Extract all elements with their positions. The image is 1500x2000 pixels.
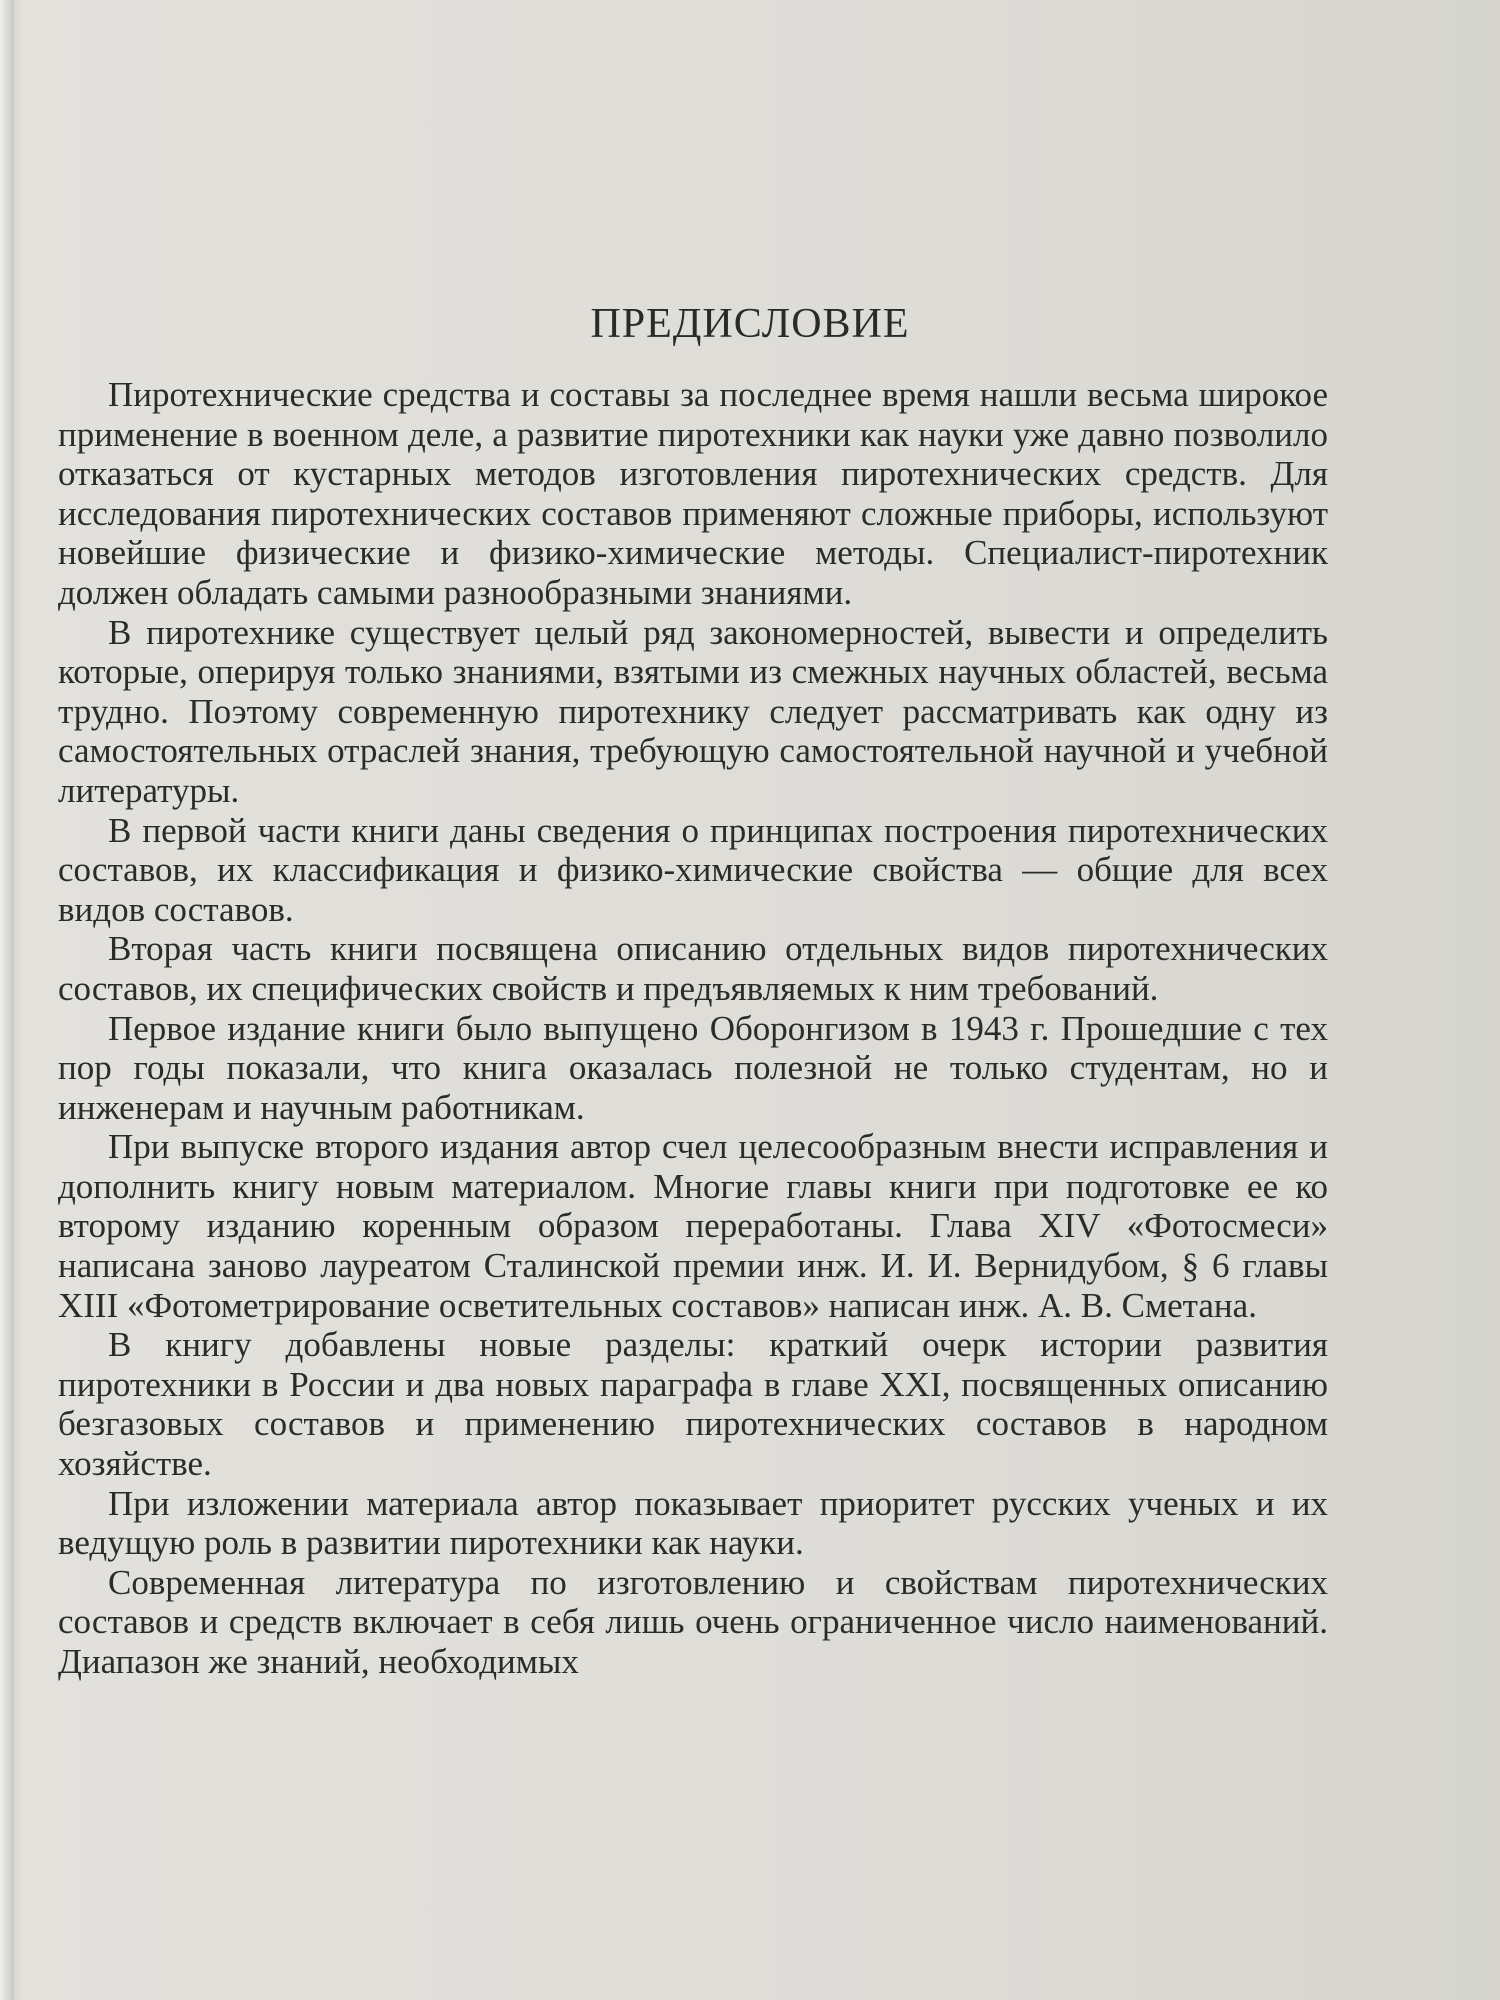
paragraph-2: В пиротехнике существует целый ряд закономерностей, вывести и определить которые, оперируя только знаниями, взятыми из смежных научных областей, весьма трудно. Поэтому современную пиротехнику следует рассматривать как одну из самостоятельных отраслей знания, требующую самостоятельной научной и учебной литературы. — [58, 612, 1328, 810]
paragraph-9: Современная литература по изготовлению и свойствам пиротехнических составов и средств включает в себя лишь очень ограниченное число наименований. Диапазон же знаний, необходимых — [58, 1562, 1328, 1681]
page-title: ПРЕДИСЛОВИЕ — [590, 301, 910, 347]
paragraph-3: В первой части книги даны сведения о принципах построения пиротехнических составов, их классификация и физико-химические свойства — общие для всех видов составов. — [58, 810, 1328, 929]
paragraph-4: Вторая часть книги посвящена описанию отдельных видов пиротехнических составов, их специфических свойств и предъявляемых к ним требований. — [58, 929, 1328, 1008]
paragraph-6: При выпуске второго издания автор счел целесообразным внести исправления и дополнить книгу новым материалом. Многие главы книги при подготовке ее ко второму изданию коренным образом переработаны. Глава XIV «Фотосмеси» написана заново лауреатом Сталинской премии инж. И. И. Вернидубом, § 6 главы XIII «Фотометрирование осветительных составов» написан инж. А. В. Сметана. — [58, 1127, 1328, 1325]
paragraph-1: Пиротехнические средства и составы за последнее время нашли весьма широкое применение в военном деле, а развитие пиротехники как науки уже давно позволило отказаться от кустарных методов изготовления пиротехнических средств. Для исследования пиротехнических составов применяют сложные приборы, используют новейшие физические и физико-химические методы. Специалист-пиротехник должен обладать самыми разнообразными знаниями. — [58, 375, 1328, 612]
body-text — [58, 375, 1328, 1682]
paragraph-8: При изложении материала автор показывает приоритет русских ученых и их ведущую роль в развитии пиротехники как науки. — [58, 1483, 1328, 1563]
paragraph-5: Первое издание книги было выпущено Оборонгизом в 1943 г. Прошедшие с тех пор годы показали, что книга оказалась полезной не только студентам, но и инженерам и научным работникам. — [58, 1008, 1328, 1127]
paragraph-7: В книгу добавлены новые разделы: краткий очерк истории развития пиротехники в России и два новых параграфа в главе XXI, посвященных описанию безгазовых составов и применению пиротехнических составов в народном хозяйстве. — [58, 1325, 1328, 1484]
